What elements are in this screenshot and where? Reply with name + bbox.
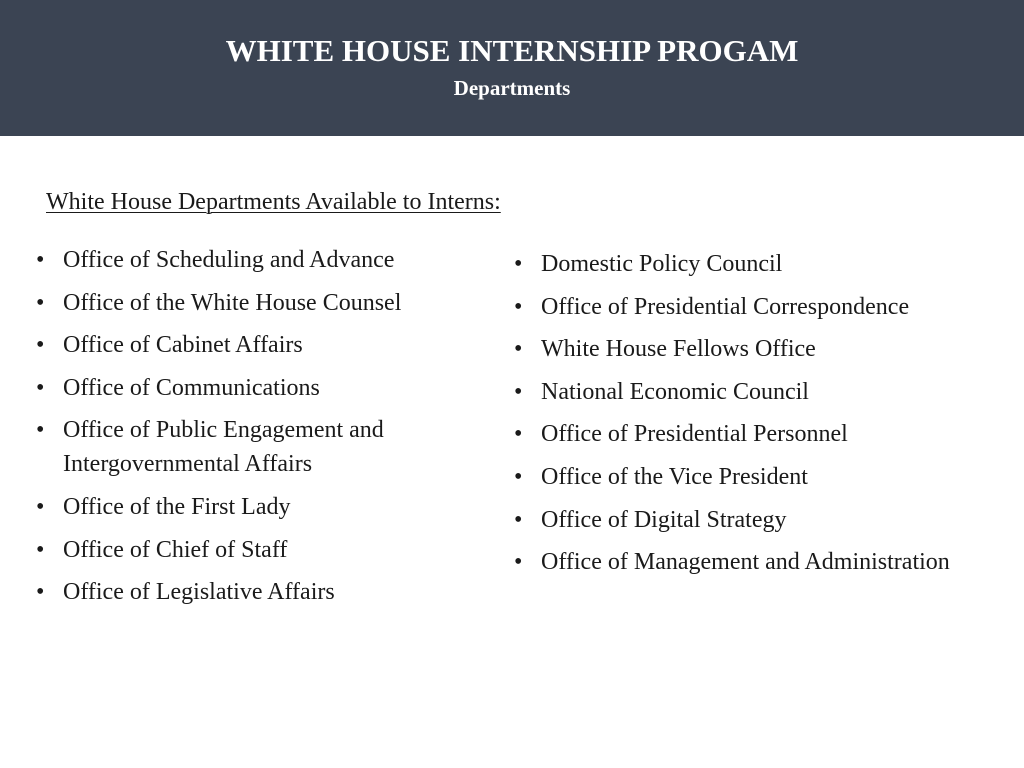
bullet-icon: •	[514, 378, 523, 405]
list-item-label: National Economic Council	[541, 378, 809, 405]
list-item-label: Office of the First Lady	[63, 493, 291, 520]
list-item-label: Office of the Vice President	[541, 463, 808, 490]
bullet-icon: •	[514, 251, 523, 277]
list-item	[514, 545, 994, 579]
bullet-icon: •	[514, 549, 523, 576]
bullet-icon: •	[514, 463, 523, 490]
list-item	[36, 575, 496, 609]
list-item-label: Office of Management and Administration	[541, 549, 950, 576]
list-item	[36, 286, 496, 320]
bullet-icon: •	[36, 417, 45, 444]
bullet-icon: •	[36, 579, 45, 606]
list-item	[514, 503, 994, 537]
list-item	[36, 243, 496, 277]
list-item-label: Domestic Policy Council	[541, 251, 783, 277]
bullet-icon: •	[36, 493, 45, 520]
bullet-icon: •	[36, 247, 45, 273]
list-item	[36, 533, 496, 567]
bullet-icon: •	[36, 374, 45, 401]
bullet-icon: •	[36, 332, 45, 359]
list-item-label: Office of Chief of Staff	[63, 536, 288, 563]
list-item	[36, 328, 496, 362]
bullet-icon: •	[514, 336, 523, 363]
list-item	[36, 490, 496, 524]
bullet-icon: •	[514, 293, 523, 320]
list-item	[36, 371, 496, 405]
list-item	[514, 247, 994, 281]
list-item-label: White House Fellows Office	[541, 336, 816, 363]
list-item	[514, 290, 994, 324]
departments-list-left	[36, 243, 496, 618]
header-banner	[0, 0, 1024, 136]
list-item-label: Office of the White House Counsel	[63, 289, 402, 316]
list-item-label: Office of Communications	[63, 374, 320, 401]
list-item	[36, 413, 496, 481]
page-subtitle: Departments	[453, 76, 571, 100]
section-heading: White House Departments Available to Interns:	[46, 189, 501, 215]
list-item	[514, 375, 994, 409]
page-title: WHITE HOUSE INTERNSHIP PROGAM	[225, 33, 799, 68]
list-item	[514, 460, 994, 494]
bullet-icon: •	[514, 421, 523, 448]
list-item-label: Office of Legislative Affairs	[63, 579, 335, 606]
list-item-label: Office of Digital Strategy	[541, 506, 787, 533]
list-item-label: Office of Presidential Personnel	[541, 421, 848, 448]
list-item	[514, 417, 994, 451]
bullet-icon: •	[36, 289, 45, 316]
list-item-label: Office of Scheduling and Advance	[63, 247, 395, 273]
bullet-icon: •	[36, 536, 45, 563]
list-item-label: Office of Public Engagement and Intergovernmental Affairs	[63, 417, 384, 478]
list-item	[514, 332, 994, 366]
bullet-icon: •	[514, 506, 523, 533]
list-item-label: Office of Presidential Correspondence	[541, 293, 910, 320]
list-item-label: Office of Cabinet Affairs	[63, 332, 303, 359]
departments-list-right	[514, 247, 994, 588]
